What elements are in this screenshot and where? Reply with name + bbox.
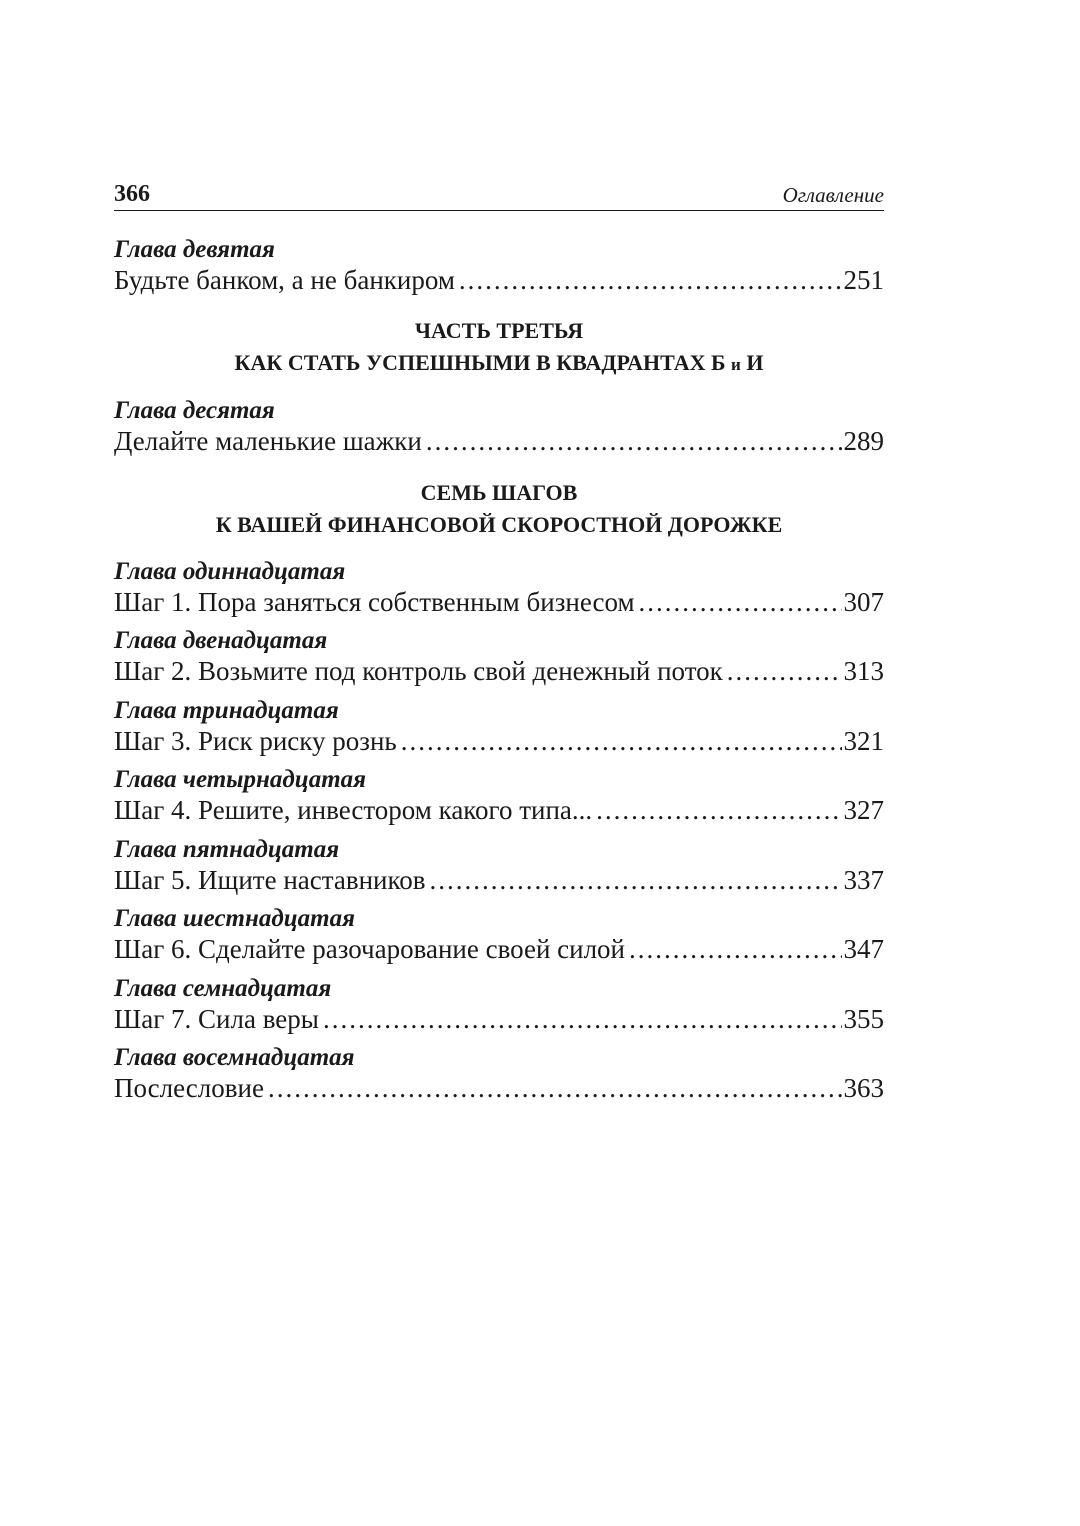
entry-title: Шаг 7. Сила веры	[114, 1004, 319, 1034]
part-title: ЧАСТЬ ТРЕТЬЯ	[414, 318, 584, 343]
toc-entry-ch18[interactable]	[114, 1072, 884, 1104]
toc-chapter-9	[114, 236, 884, 296]
chapter-label: Глава пятнадцатая	[114, 836, 340, 863]
dot-leader	[459, 264, 842, 296]
entry-page-number: 337	[843, 865, 884, 895]
chapter-label: Глава десятая	[114, 397, 275, 424]
entry-page-number: 363	[843, 1073, 884, 1103]
entry-title: Шаг 4. Решите, инвестором какого типа...	[114, 795, 593, 825]
page-header	[114, 180, 884, 211]
entry-title: Послесловие	[114, 1073, 264, 1103]
toc-entry-ch13[interactable]	[114, 725, 884, 757]
toc-chapter-14	[114, 766, 884, 826]
toc-chapter-11	[114, 558, 884, 618]
entry-page-number: 251	[843, 265, 884, 295]
toc-entry-ch16[interactable]	[114, 933, 884, 965]
dot-leader	[629, 933, 842, 965]
toc-chapter-15	[114, 836, 884, 896]
section-subtitle: К ВАШЕЙ ФИНАНСОВОЙ СКОРОСТНОЙ ДОРОЖКЕ	[215, 512, 783, 537]
entry-page-number: 347	[843, 934, 884, 964]
chapter-label: Глава одиннадцатая	[114, 558, 346, 585]
entry-page-number: 307	[843, 587, 884, 617]
entry-page-number: 289	[843, 426, 884, 456]
toc-entry-ch15[interactable]	[114, 864, 884, 896]
page-number: 366	[114, 181, 150, 207]
entry-page-number: 355	[843, 1004, 884, 1034]
entry-title: Делайте маленькие шажки	[114, 426, 422, 456]
toc-chapter-12	[114, 627, 884, 687]
entry-title: Шаг 2. Возьмите под контроль свой денежный поток	[114, 656, 723, 686]
entry-title: Шаг 1. Пора заняться собственным бизнесом	[114, 587, 635, 617]
section-title: СЕМЬ ШАГОВ	[420, 480, 578, 505]
entry-title: Шаг 5. Ищите наставников	[114, 865, 426, 895]
running-title: Оглавление	[782, 183, 884, 207]
chapter-label: Глава семнадцатая	[114, 975, 332, 1002]
dot-leader	[426, 425, 842, 457]
entry-page-number: 327	[843, 795, 884, 825]
toc-entry-ch14[interactable]	[114, 794, 884, 826]
chapter-label: Глава тринадцатая	[114, 697, 339, 724]
chapter-label: Глава двенадцатая	[114, 627, 328, 654]
toc-chapter-13	[114, 697, 884, 757]
chapter-label: Глава шестнадцатая	[114, 905, 355, 932]
dot-leader	[268, 1072, 842, 1104]
dot-leader	[639, 586, 842, 618]
dot-leader	[727, 655, 842, 687]
dot-leader	[596, 794, 841, 826]
part-three-heading	[114, 315, 884, 381]
toc-entry-ch9[interactable]	[114, 264, 884, 296]
entry-title: Будьте банком, а не банкиром	[114, 265, 455, 295]
chapter-label: Глава четырнадцатая	[114, 766, 367, 793]
entry-page-number: 321	[843, 726, 884, 756]
toc-chapter-16	[114, 905, 884, 965]
entry-title: Шаг 6. Сделайте разочарование своей силой	[114, 934, 625, 964]
chapter-label: Глава восемнадцатая	[114, 1044, 355, 1071]
part-subtitle: КАК СТАТЬ УСПЕШНЫМИ В КВАДРАНТАХ Б и И	[234, 350, 764, 375]
seven-steps-heading	[114, 477, 884, 541]
toc-chapter-17	[114, 975, 884, 1035]
toc-entry-ch11[interactable]	[114, 586, 884, 618]
toc-entry-ch10[interactable]	[114, 425, 884, 457]
entry-title: Шаг 3. Риск риску рознь	[114, 726, 397, 756]
dot-leader	[323, 1003, 842, 1035]
dot-leader	[401, 725, 842, 757]
toc-entry-ch17[interactable]	[114, 1003, 884, 1035]
toc-entry-ch12[interactable]	[114, 655, 884, 687]
dot-leader	[430, 864, 842, 896]
toc-chapter-10	[114, 397, 884, 457]
entry-page-number: 313	[843, 656, 884, 686]
chapter-label: Глава девятая	[114, 236, 275, 263]
toc-chapter-18	[114, 1044, 884, 1104]
